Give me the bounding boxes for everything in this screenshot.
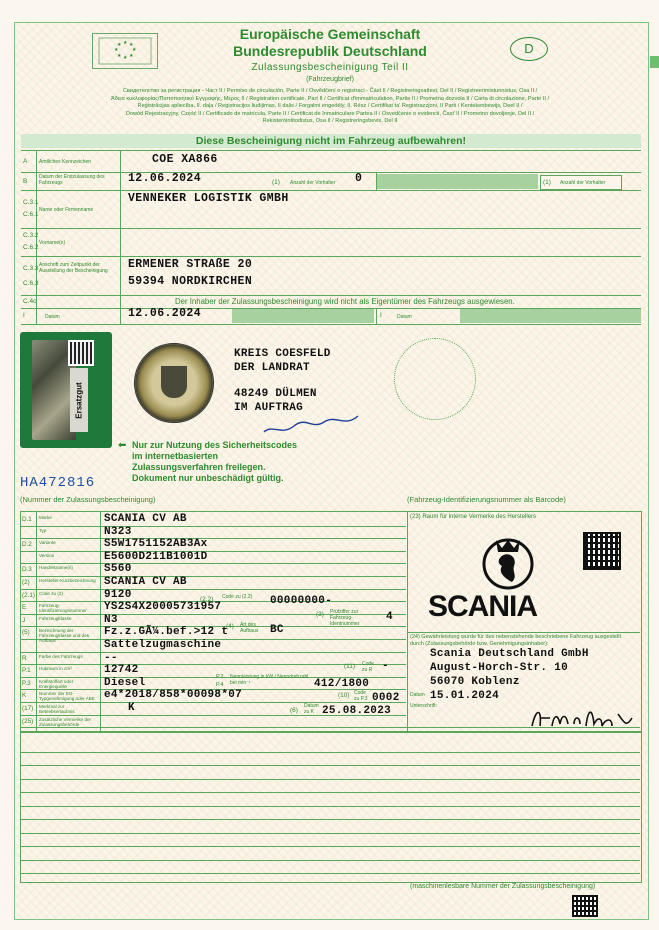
vehicle-field-value: 9120: [104, 588, 132, 601]
manufacturer-date-label: Datum: [410, 692, 425, 698]
vehicle-field-value: SCANIA CV AB: [104, 513, 187, 525]
vehicle-field-label: Hersteller-Kurzbezeichnung: [39, 578, 96, 583]
vehicle-field-value: K: [128, 702, 135, 714]
field-c62-code: C.6.2: [23, 244, 39, 251]
c4c-text: Der Inhaber der Zulassungsbescheinigung wird nicht als Eigentümer des Fahrzeugs ausgewiesen.: [175, 297, 515, 306]
vehicle-field-label: Handelsname(n): [39, 565, 73, 571]
vehicle-field-code: J: [22, 616, 26, 624]
code-11-value: -: [382, 660, 389, 672]
divider: [120, 150, 121, 324]
vehicle-field-code: R: [22, 654, 27, 662]
divider: [376, 308, 377, 324]
authority-line4: IM AUFTRAG: [234, 402, 304, 414]
multilang-line: Dowód Rejestracyjny, Część II / Certificado de matrícula, Parte II / Certificat de înmatriculare Partea II / Osvedčenie o evidencii, Časť II / Prometno dovoljenje, Del II /: [125, 110, 535, 117]
field-i-right-code: I: [380, 312, 382, 319]
p4-code: P.4: [216, 682, 224, 688]
authority-line2: DER LANDRAT: [234, 362, 310, 374]
vehicle-field-code: (5): [22, 629, 30, 637]
vehicle-field-label: [39, 641, 99, 652]
field-i-right-label: Datum: [397, 314, 412, 320]
p24-label: Nennleistung in kW / Nenndrehzahl bei min⁻¹: [230, 674, 309, 686]
vehicle-field-value: Sattelzugmaschine: [104, 639, 222, 651]
vehicle-field-value: S560: [104, 563, 132, 576]
manufacturer-signature: [528, 700, 638, 732]
multilang-line: Reģistrācijas apliecība, II. daļa / Registracijos liudijimas, II dalis / Forgalmi engedély, II. Rész / Certifikat ta' Registrazzjoni, II Parti / Kentekenbewijs, Deel II /: [137, 103, 523, 110]
divider: [376, 172, 377, 190]
barcode-label: (Fahrzeug-Identifizierungsnummer als Barcode): [407, 495, 566, 504]
vehicle-field-label: Fahrzeugklasse: [39, 615, 72, 621]
filler-bar: [460, 309, 641, 323]
code-6-value: 25.08.2023: [322, 705, 392, 717]
field-c31-code: C.3.1: [23, 199, 39, 206]
authority-signature: [262, 408, 372, 438]
manufacturer-company: Scania Deutschland GmbH: [430, 648, 589, 660]
divider: [21, 256, 641, 257]
manufacturer-date: 15.01.2024: [430, 690, 500, 702]
vehicle-field-value: E5600D211B1001D: [104, 550, 208, 563]
field-a-code: A: [23, 158, 28, 165]
security-arrow-icon: ⬅: [118, 440, 127, 451]
code-10-value: 0002: [372, 692, 400, 704]
multilang-block: [30, 88, 630, 126]
divider: [407, 632, 640, 633]
security-qr-icon: [68, 340, 94, 366]
authority-line3: 48249 DÜLMEN: [234, 388, 317, 400]
code-3: (3): [316, 611, 324, 618]
svg-text:★: ★: [123, 55, 128, 61]
svg-text:★: ★: [123, 40, 128, 46]
vehicle-field-code: D.3: [22, 566, 32, 574]
security-hologram: [20, 332, 112, 448]
vorname-label: Vorname(n): [39, 240, 66, 246]
prev-owners-label: Anzahl der Vorhalter: [290, 180, 336, 186]
security-note: Nur zur Nutzung des Sicherheitscodes im internetbasierten Zulassungsverfahren freilegen. Dokument nur unbeschädigt gültig.: [132, 440, 298, 483]
header-title-line1: Europäische Gemeinschaft: [239, 26, 421, 42]
manufacturer-city: 56070 Koblenz: [430, 676, 520, 688]
code-6-label: Datum zu K: [304, 703, 319, 715]
header-title-line2: Bundesrepublik Deutschland: [233, 43, 427, 59]
authority-line1: KREIS COESFELD: [234, 348, 331, 360]
vehicle-field-value: S5W1751152AB3Ax: [104, 538, 208, 551]
field-c32-code: C.3.2: [23, 232, 39, 239]
vehicle-field-label: Code zu (2): [39, 590, 64, 596]
vehicle-field-value: N3: [104, 613, 118, 626]
svg-text:★: ★: [117, 53, 122, 59]
vehicle-field-label: Fahrzeug-Identifizierungsnummer: [39, 603, 87, 614]
lower-table-frame: [20, 731, 642, 883]
vehicle-field-value: e4*2018/858*00098*07: [104, 689, 243, 702]
vehicle-field-label: Nummer der EG-Typgenehmigung oder ABE: [39, 691, 95, 702]
divider: [21, 324, 641, 325]
divider: [21, 172, 641, 173]
filler-bar: [232, 309, 374, 323]
name-label: Name oder Firmenname: [39, 207, 94, 213]
divider: [100, 511, 101, 731]
code-4-value: BC: [270, 624, 284, 636]
vehicle-field-label: Kraftstoffart oder Energiequelle: [39, 678, 74, 689]
vehicle-field-label: Bezeichnung der Fahrzeugklasse und des Aufbaus: [39, 628, 90, 644]
divider: [21, 295, 641, 296]
vehicle-field-code: P.1: [22, 667, 31, 675]
vehicle-field-value: Fz.z.GÃ¼.bef.>12 t: [104, 626, 229, 639]
code-22-label: Code zu (2.2): [222, 594, 253, 600]
vehicle-field-code: K: [22, 692, 27, 700]
document-number-label: (Nummer der Zulassungsbescheinigung): [20, 495, 156, 504]
code-10: (10): [338, 692, 350, 699]
vehicle-field-code: (25): [22, 717, 34, 725]
svg-text:★: ★: [117, 42, 122, 48]
divider: [21, 190, 641, 191]
code-3-value: 4: [386, 611, 393, 623]
code-6: (6): [290, 707, 298, 714]
code-22-value: 00000000-: [270, 595, 333, 607]
multilang-line: Свидетелство за регистрация - Част II / Permiso de circulación, Parte II / Osvědčení o registraci - Část II / Registreringsattest, Del II / Registreerimistunnistus, Osa II /: [122, 88, 538, 94]
field-c61-code: C.6.1: [23, 211, 39, 218]
holder-name: VENNEKER LOGISTIK GMBH: [128, 192, 289, 205]
field-b-label: Datum der Erstzulassung des Fahrzeugs: [39, 174, 105, 186]
vehicle-field-label: Version: [39, 552, 55, 558]
code-10-label: Code zu P.3: [354, 690, 368, 702]
manufacturer-internal-label: (23) Raum für interne Vermerke des Herstellers: [410, 514, 537, 520]
vehicle-field-code: (17): [22, 705, 34, 712]
svg-text:★: ★: [129, 42, 134, 48]
vehicle-field-code: (2): [22, 579, 30, 586]
stamp-placeholder-circle: [394, 338, 476, 420]
vehicle-field-label: Hubraum in cm³: [39, 666, 72, 672]
vehicle-field-label: Variante: [39, 540, 56, 546]
field-i-code: I: [23, 312, 25, 319]
manufacturer-street: August-Horch-Str. 10: [430, 662, 569, 674]
notice-text: Diese Bescheinigung nicht im Fahrzeug aufbewahren!: [195, 135, 467, 147]
vehicle-field-value: N323: [104, 525, 132, 538]
divider: [21, 150, 641, 151]
edge-tab: [650, 56, 659, 68]
svg-text:★: ★: [114, 47, 119, 53]
vehicle-field-code: D.2: [22, 541, 32, 549]
header-subtitle: Zulassungsbescheinigung Teil II: [251, 62, 409, 73]
vehicle-field-code: D.1: [22, 516, 32, 523]
filler-bar: [376, 174, 538, 189]
sticker-text: Ersatzgut: [74, 381, 84, 419]
header-subtitle2: (Fahrzeugbrief): [306, 76, 354, 83]
country-code-oval: [510, 37, 548, 61]
p2-code: P.2: [216, 674, 224, 680]
footer-qr-code-icon: [572, 895, 598, 917]
vehicle-field-value: YS2S4X20005731957: [104, 601, 222, 614]
issue-date-label: Datum: [45, 314, 60, 320]
code-22: (2.2): [200, 596, 214, 603]
field-c4c-code: C.4c: [23, 298, 37, 305]
code-4-label: Art des Aufbaus: [240, 622, 259, 634]
vehicle-field-code: E: [22, 604, 27, 612]
vehicle-field-label: Farbe des Fahrzeugs: [39, 653, 83, 659]
vehicle-field-label: Zusätzliche Vermerke der Zulassungsbehörde: [39, 716, 92, 727]
seal-shield: [161, 366, 187, 398]
vehicle-field-code: (2.1): [22, 591, 35, 599]
prev-owners-right-label: Anzahl der Vorhalter: [560, 180, 606, 186]
code-3-label: Prüfziffer zur Fahrzeug-Identnummer: [330, 609, 360, 627]
eu-flag-icon: [92, 33, 158, 69]
scania-brand-logo: SCANIA: [428, 590, 538, 623]
first-registration-date: 12.06.2024: [128, 172, 202, 185]
prev-owners-right-code: (1): [543, 179, 551, 186]
field-a-label: Amtliches Kennzeichen: [39, 159, 91, 165]
issue-date: 12.06.2024: [128, 307, 202, 320]
license-plate-value: COE XA866: [152, 153, 218, 166]
address-label: Anschrift zum Zeitpunkt der Ausstellung der Bescheinigung: [39, 262, 108, 274]
field-c33-code: C.3.3: [23, 265, 39, 272]
document-number: HA472816: [20, 475, 96, 491]
address-line1: ERMENER STRAßE 20: [128, 258, 253, 271]
official-seal-icon: [134, 343, 214, 423]
vehicle-field-label: Typ: [39, 527, 47, 533]
security-sticker: [70, 368, 88, 432]
prev-owners-code: (1): [272, 179, 280, 186]
multilang-line: Rekisteröintitodistus, Osa II / Registreringsbevis, Del II: [262, 118, 398, 125]
vehicle-field-value: SCANIA CV AB: [104, 576, 187, 588]
manufacturer-issuer-label: (24) Gewährleistung wurde für des nebenstehende beschriebene Fahrzeug ausgestellt durch (Zulassungsbehörde bzw. Genehmigungsinhaber):: [410, 634, 621, 647]
vehicle-field-value: --: [104, 651, 118, 664]
scania-griffin-icon: [478, 532, 538, 592]
divider: [36, 511, 37, 731]
vehicle-field-value: Diesel: [104, 676, 146, 689]
address-line2: 59394 NORDKIRCHEN: [128, 275, 253, 288]
vehicle-field-label: Merkmal zur Betriebserlaubnis: [39, 704, 75, 714]
code-11: (11): [344, 663, 356, 670]
field-c63-code: C.6.3: [23, 280, 39, 287]
vehicle-field-code: P.3: [22, 679, 31, 687]
manufacturer-qr-code-icon: [583, 532, 621, 570]
mrz-label: (maschinenlesbare Nummer der Zulassungsbescheinigung): [410, 883, 596, 890]
svg-text:★: ★: [132, 47, 137, 53]
prev-owners-value: 0: [355, 172, 363, 185]
divider: [21, 228, 641, 229]
country-code: D: [524, 41, 534, 56]
manufacturer-sign-label: Unterschrift:: [410, 703, 437, 709]
multilang-line: Άδεια κυκλοφορίας/Πιστοποιητικό Εγγραφής, Μέρος II / Registration certificate, Part II / Certificat d'immatriculation, Partie II / Prometna dozvola II / Carta di circolazione, Parte II /: [110, 95, 550, 102]
p24-value: 412/1800: [314, 678, 370, 690]
vehicle-field-value: 12742: [104, 664, 139, 677]
vehicle-field-label: Marke: [39, 515, 52, 520]
svg-text:★: ★: [129, 53, 134, 59]
code-11-label: Code zu R: [362, 661, 374, 673]
code-4: (4): [226, 623, 234, 630]
field-b-code: B: [23, 178, 28, 185]
